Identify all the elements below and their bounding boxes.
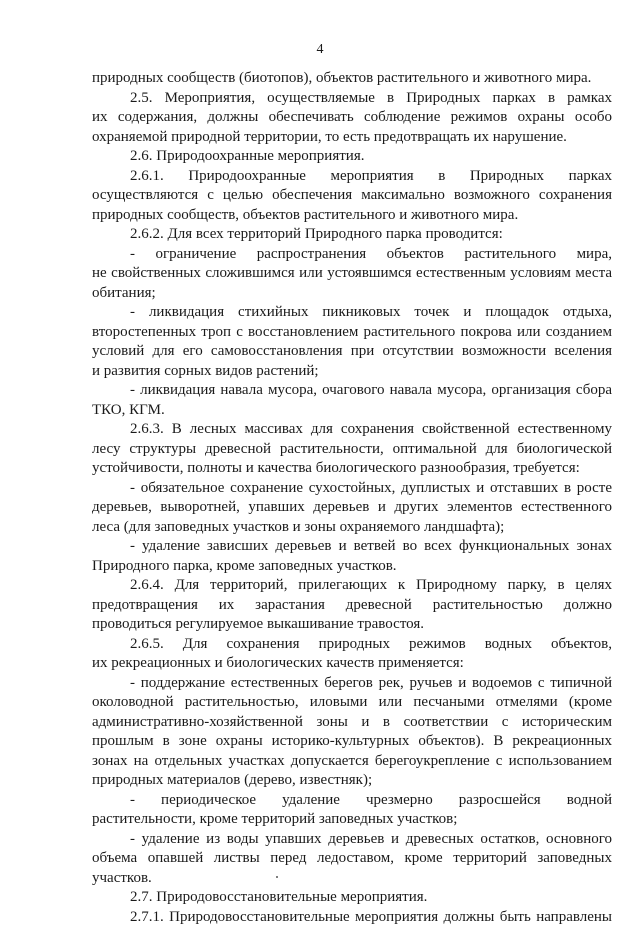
text-line: ТКО, КГМ. [92,401,612,421]
text-line: не свойственных сложившимся или устоявшимся естественным условиям места [92,264,612,284]
scan-artifact [276,876,278,878]
text-line: условий для его самовосстановления при отсутствии возможности вселения [92,342,612,362]
text-line: участков. [92,869,612,889]
text-line: 2.6.2. Для всех территорий Природного парка проводится: [92,225,612,245]
text-line: второстепенных троп с восстановлением растительного покрова или созданием [92,323,612,343]
text-line: - поддержание естественных берегов рек, ручьев и водоемов с типичной [92,674,612,694]
text-line: Природного парка, кроме заповедных участков. [92,557,612,577]
document-body [92,69,612,927]
text-line: природных материалов (дерево, известняк); [92,771,612,791]
text-line: охраняемой природной территории, то есть предотвращать их нарушение. [92,128,612,148]
text-line: административно-хозяйственной зоны и в соответствии с историческим [92,713,612,733]
text-line: природных сообществ, объектов растительного и животного мира. [92,206,612,226]
text-line: 2.6.3. В лесных массивах для сохранения свойственной естественному [92,420,612,440]
text-line: 2.5. Мероприятия, осуществляемые в Природных парках в рамках [92,89,612,109]
text-line: - ликвидация навала мусора, очагового навала мусора, организация сбора [92,381,612,401]
text-line: их содержания, должны обеспечивать соблюдение режимов охраны особо [92,108,612,128]
text-line: объема опавшей листвы перед ледоставом, кроме территорий заповедных [92,849,612,869]
text-line: деревьев, выворотней, упавших деревьев и других элементов естественного [92,498,612,518]
text-line: предотвращения их зарастания древесной растительностью должно [92,596,612,616]
text-line: 2.6.5. Для сохранения природных режимов водных объектов, [92,635,612,655]
text-line: растительности, кроме территорий заповедных участков; [92,810,612,830]
text-line: - удаление зависших деревьев и ветвей во всех функциональных зонах [92,537,612,557]
text-line: 2.7. Природовосстановительные мероприятия. [92,888,612,908]
text-line: осуществляются с целью обеспечения максимально возможного сохранения [92,186,612,206]
text-line: и развития сорных видов растений; [92,362,612,382]
text-line: прошлым в зоне охраны историко-культурных объектов). В рекреационных [92,732,612,752]
text-line: - периодическое удаление чрезмерно разросшейся водной [92,791,612,811]
page-number: 4 [0,41,640,58]
text-line: - удаление из воды упавших деревьев и древесных остатков, основного [92,830,612,850]
text-line: 2.6.4. Для территорий, прилегающих к Природному парку, в целях [92,576,612,596]
text-line: зонах на отдельных участках допускается берегоукрепление с использованием [92,752,612,772]
text-line: проводиться регулируемое выкашивание травостоя. [92,615,612,635]
text-line: 2.7.1. Природовосстановительные мероприятия должны быть направлены [92,908,612,927]
text-line: 2.6.1. Природоохранные мероприятия в Природных парках [92,167,612,187]
text-line: их рекреационных и биологических качеств применяется: [92,654,612,674]
text-line: природных сообществ (биотопов), объектов растительного и животного мира. [92,69,612,89]
text-line: лесу структуры древесной растительности, оптимальной для биологической [92,440,612,460]
text-line: обитания; [92,284,612,304]
text-line: леса (для заповедных участков и зоны охраняемого ландшафта); [92,518,612,538]
text-line: устойчивости, полноты и качества биологического разнообразия, требуется: [92,459,612,479]
text-line: - ограничение распространения объектов растительного мира, [92,245,612,265]
text-line: 2.6. Природоохранные мероприятия. [92,147,612,167]
text-line: околоводной растительностью, иловыми или песчаными отмелями (кроме [92,693,612,713]
text-line: - обязательное сохранение сухостойных, дуплистых и отставших в росте [92,479,612,499]
text-line: - ликвидация стихийных пикниковых точек и площадок отдыха, [92,303,612,323]
